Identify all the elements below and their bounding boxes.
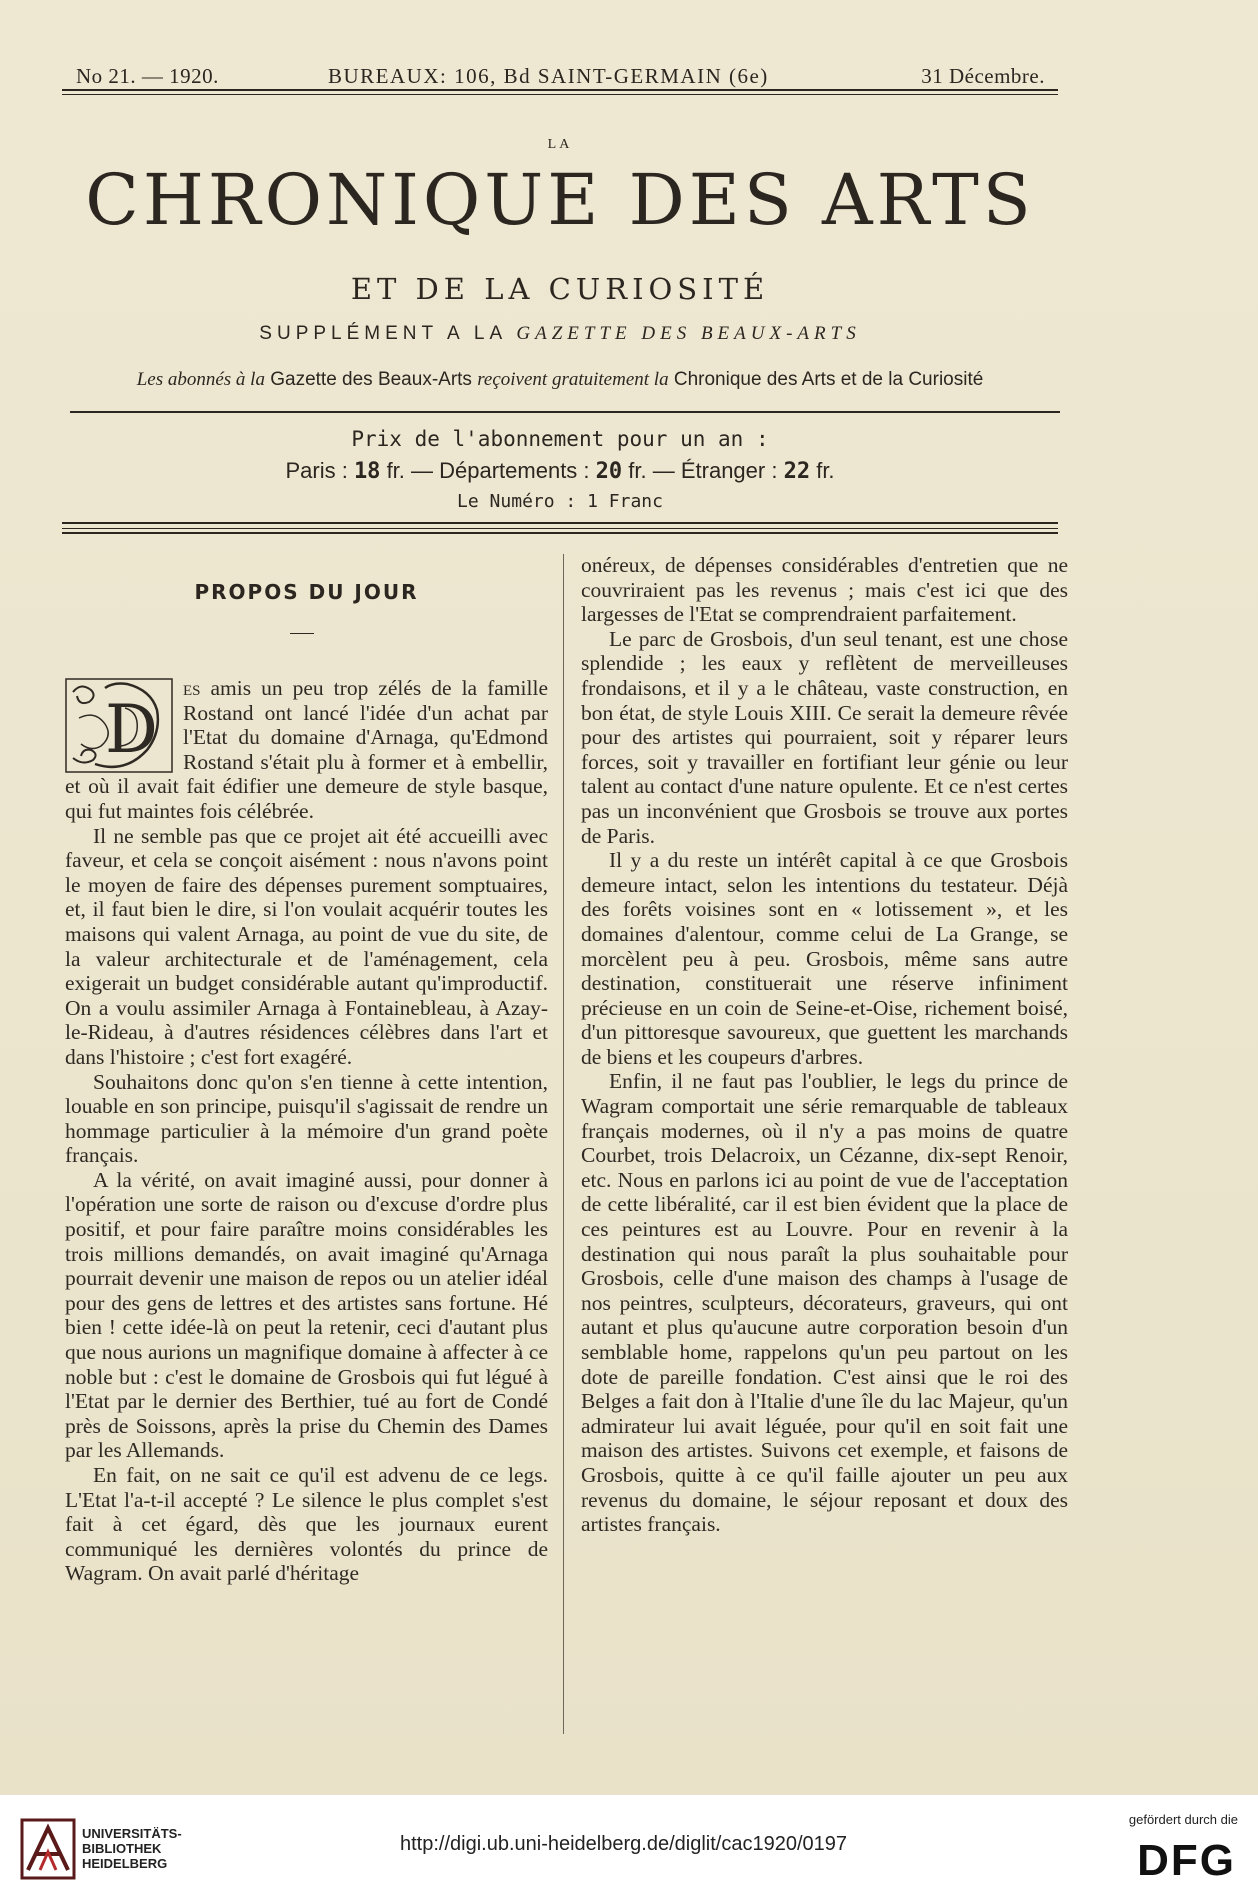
supplement-prefix: SUPPLÉMENT A LA: [259, 323, 507, 344]
title-article: LA: [547, 137, 573, 152]
publication-title: CHRONIQUE DES ARTS: [85, 159, 1035, 241]
dropcap-letter: D: [105, 691, 158, 768]
office-address: BUREAUX: 106, Bd SAINT-GERMAIN (6e): [328, 64, 769, 88]
publication-subtitle: ET DE LA CURIOSITÉ: [350, 272, 770, 306]
article-left-column: [65, 676, 548, 1586]
supplement-line: [0, 323, 1120, 345]
left-paragraph-1: es amis un peu trop zélés de la famille Rostand ont lancé l'idée d'un achat par l'Etat du domaine d'Arnaga, qu'Edmond Rostand s'était plu à former et à embellir, et où il avait fait édifier une demeure de style basque, qui fut maintes fois célébrée.: [65, 676, 548, 823]
masthead-rule-thin: [62, 94, 1058, 95]
price-paris-value: 18: [353, 459, 381, 484]
price-heading: Prix de l'abonnement pour un an :: [351, 427, 769, 451]
column-divider: [563, 554, 564, 1734]
dropcap-continuation: es: [183, 676, 201, 700]
subscribers-note: [0, 369, 1120, 391]
single-issue-price: Le Numéro : 1 Franc: [457, 491, 663, 512]
abonnes-part-4: Chronique des Arts et de la Curiosité: [673, 369, 984, 390]
supplement-gazette: GAZETTE DES BEAUX-ARTS: [516, 323, 861, 344]
heading-dash: [290, 633, 314, 634]
library-line-2: BIBLIOTHEK: [82, 1841, 162, 1856]
price-rule-3: [62, 532, 1058, 534]
price-rule-2: [62, 528, 1058, 529]
price-unit: fr.: [816, 458, 835, 483]
library-line-1: UNIVERSITÄTS-: [82, 1826, 182, 1841]
dfg-logo: DFG: [1137, 1836, 1236, 1885]
left-paragraph-4: A la vérité, on avait imaginé aussi, pour donner à l'opération une sorte de raison ou d'excuse d'ordre plus positif, et pour faire paraître moins considérables les trois millions demandés, on avait imaginé qu'Arnaga pourrait devenir une maison de repos ou un atelier idéal pour des gens de lettres et des artistes sans fortune. Hé bien ! cette idée-là on peut la retenir, ceci d'autant plus que nous aurions un magnifique domaine à affecter à ce noble but : c'est le domaine de Grosbois qui fut légué à l'Etat par le dernier des Berthier, tué au fort de Condé près de Soissons, après la prise du Chemin des Dames par les Allemands.: [65, 1167, 548, 1463]
ornamental-dropcap-icon: [65, 678, 173, 773]
library-line-3: HEIDELBERG: [82, 1856, 168, 1871]
permalink-url[interactable]: http://digi.ub.uni-heidelberg.de/diglit/cac1920/0197: [400, 1833, 847, 1855]
abonnes-part-3: reçoivent gratuitement la: [477, 369, 669, 390]
price-line: [0, 458, 1120, 484]
abonnes-part-1: Les abonnés à la: [136, 369, 265, 390]
masthead-rule: [62, 89, 1058, 91]
sponsor-label: gefördert durch die: [1128, 1812, 1238, 1827]
abonnes-part-2: Gazette des Beaux-Arts: [270, 369, 472, 390]
price-depts-label: fr. — Départements :: [386, 458, 590, 483]
price-paris-label: Paris :: [285, 458, 348, 483]
price-etranger-value: 22: [783, 459, 811, 484]
university-library-logo-icon: [20, 1818, 76, 1880]
left-paragraph-5: En fait, on ne sait ce qu'il est advenu de ce legs. L'Etat l'a-t-il accepté ? Le silence le plus complet s'est fait à cet égard, dès que les journaux eurent communiqué les dernières volontés du prince de Wagram. On avait parlé d'héritage: [65, 1463, 548, 1586]
right-paragraph-2: Le parc de Grosbois, d'un seul tenant, est une chose splendide ; les eaux y reflètent de merveilleuses frondaisons, et il y a le château, vaste construction, en bon état, de style Louis XIII. Ce serait la demeure rêvée pour des artistes qui pourraient, soit y réparer leurs forces, soit y travailler en fortifiant leur génie ou leur talent au contact d'une nature opulente. Et ce n'est certes pas un inconvénient que Grosbois se trouve aux portes de Paris.: [581, 626, 1068, 848]
right-paragraph-4: Enfin, il ne faut pas l'oublier, le legs du prince de Wagram comportait une série remarquable de tableaux français modernes, où il n'y a pas moins de quatre Courbet, trois Delacroix, un Cézanne, dix-sept Renoir, etc. Nous en parlons ici au point de vue de l'acceptation de cette libéralité, car il est bien évident que la place de ces peintures est au Louvre. Pour en revenir à la destination qui nous paraît la plus souhaitable pour Grosbois, celle d'une maison des champs à l'usage de nos peintres, sculpteurs, décorateurs, graveurs, qui ont autant et plus qu'aucune autre corporation besoin d'un semblable home, rappelons qu'un peu partout on les dote de pareille fondation. C'est ainsi que le roi des Belges a fait don à l'Italie d'une île du lac Majeur, qu'un admirateur lui avait léguée, pour qu'il en soit fait une maison des artistes. Suivons cet exemple, et faisons de Grosbois, quitte à ce qu'il faille ajouter un peu aux revenus du domaine, le séjour reposant et doux des artistes français.: [581, 1069, 1068, 1537]
issue-number: No 21. — 1920.: [76, 64, 219, 88]
article-right-column: [581, 553, 1068, 1537]
article-heading: PROPOS DU JOUR: [194, 580, 419, 604]
price-etranger-label: fr. — Étranger :: [628, 458, 778, 483]
issue-date: 31 Décembre.: [921, 64, 1045, 88]
library-name: [82, 1826, 182, 1871]
price-depts-value: 20: [595, 459, 623, 484]
right-paragraph-1: onéreux, de dépenses considérables d'entretien que ne couvriraient pas les revenus ; mais c'est ici que des largesses de l'Etat se comprendraient parfaitement.: [581, 553, 1068, 627]
header-rule: [70, 411, 1060, 413]
left-paragraph-3: Souhaitons donc qu'on s'en tienne à cette intention, louable en son principe, puisqu'il s'agissait de rendre un hommage particulier à la mémoire d'un grand poète français.: [65, 1069, 548, 1168]
price-rule-1: [62, 522, 1058, 524]
right-paragraph-3: Il y a du reste un intérêt capital à ce que Grosbois demeure intact, selon les intentions du testateur. Déjà des forêts voisines sont en « lotissement », et les domaines d'alentour, comme celui de La Grange, se morcèlent peu à peu. Grosbois, même sans autre destination, constituerait une réserve infiniment précieuse en un coin de Seine-et-Oise, richement boisé, d'un pittoresque savoureux, que guettent les marchands de biens et les coupeurs d'arbres.: [581, 848, 1068, 1069]
left-paragraph-2: Il ne semble pas que ce projet ait été accueilli avec faveur, et cela se conçoit aisément : nous n'avons point le moyen de faire des dépenses purement somptuaires, et, il faut bien le dire, si l'on voulait acquérir toutes les maisons qui valent Arnaga, au point de vue du site, de la valeur architecturale et de l'aménagement, cela exigerait un budget considérable autant qu'improductif. On a voulu assimiler Arnaga à Fontainebleau, à Azay-le-Rideau, à d'autres résidences célèbres dans l'art et dans l'histoire ; c'est fort exagéré.: [65, 823, 548, 1069]
